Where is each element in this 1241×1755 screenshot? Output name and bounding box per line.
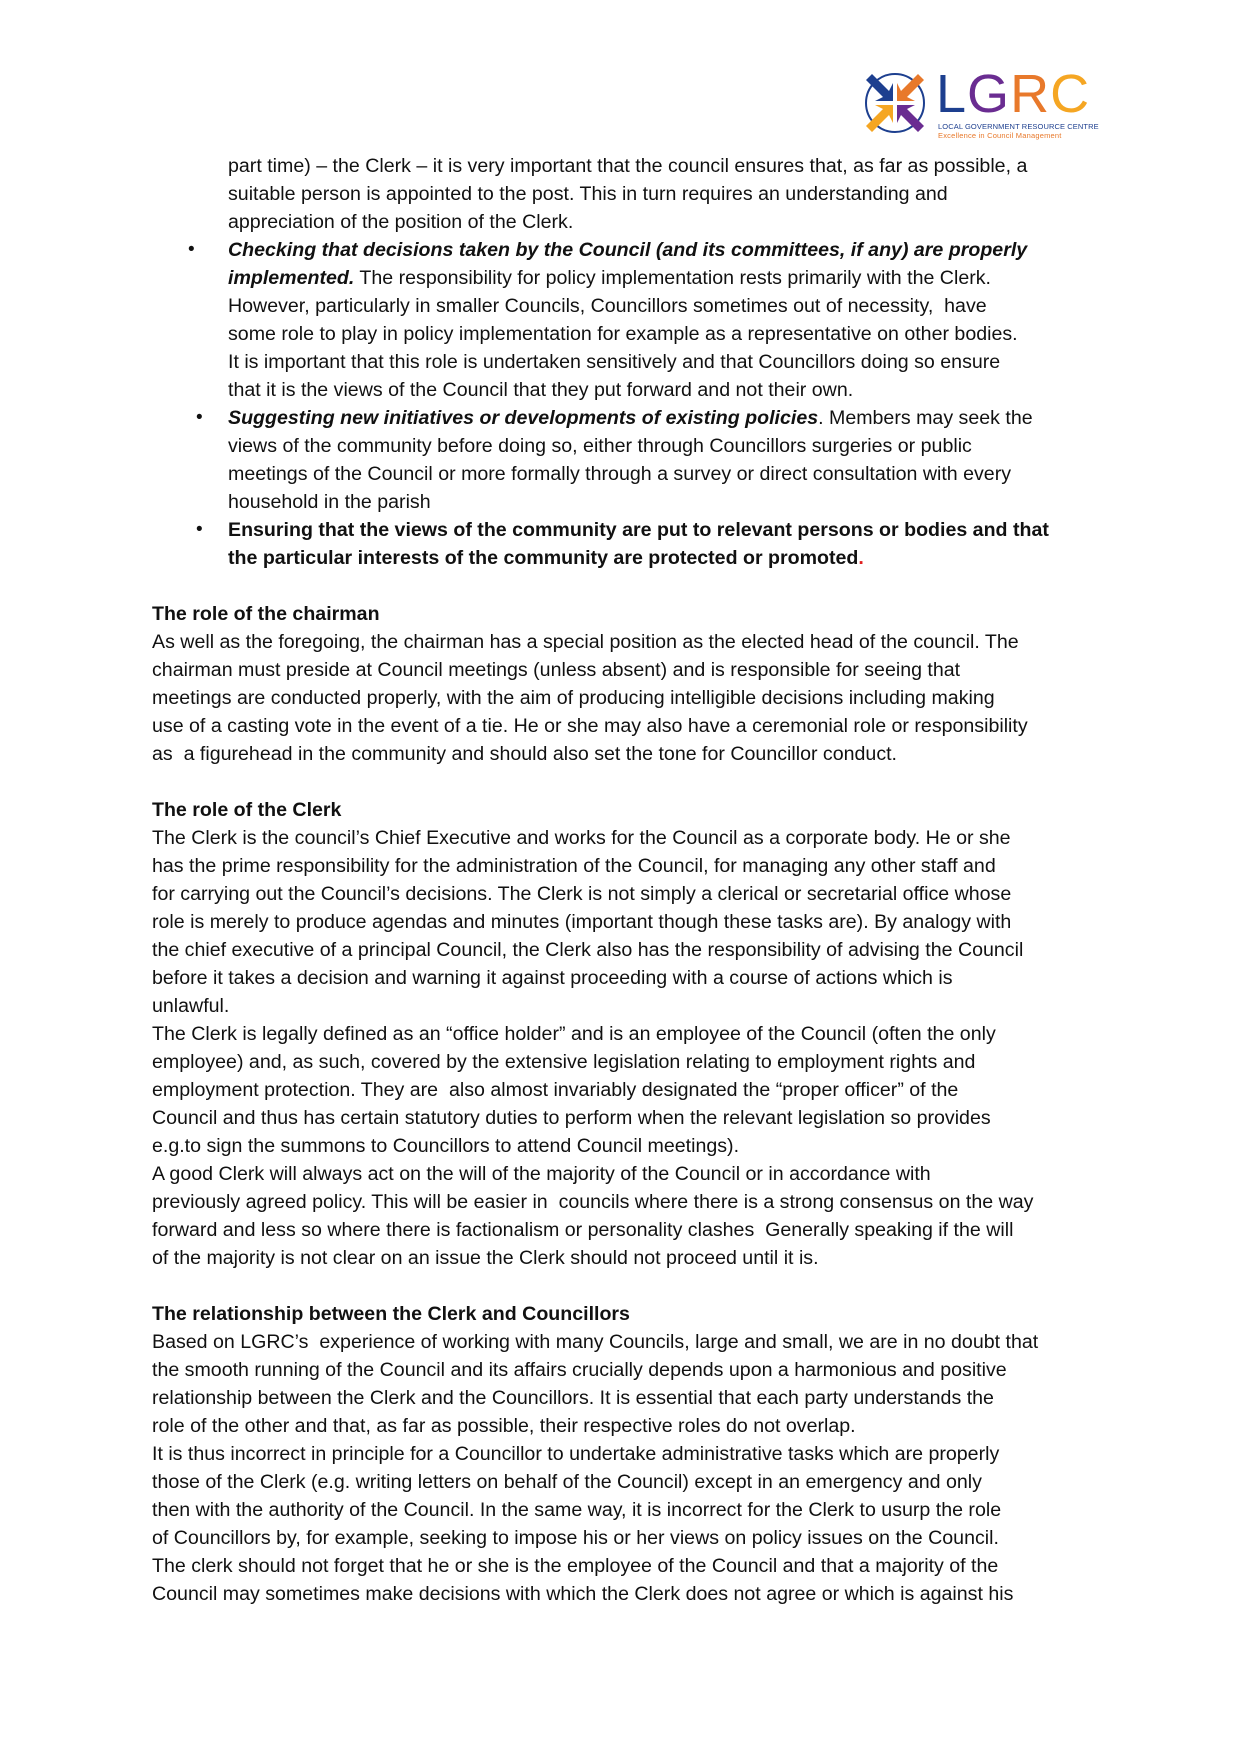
body-line: role is merely to produce agendas and minutes (important though these tasks are). By analogy with <box>152 911 1012 933</box>
body-line: unlawful. <box>152 995 230 1017</box>
body-line: of Councillors by, for example, seeking to impose his or her views on policy issues on the Council. <box>152 1527 999 1549</box>
body-line: some role to play in policy implementation for example as a representative on other bodies. <box>228 323 1018 345</box>
body-line: appreciation of the position of the Clerk. <box>228 211 574 233</box>
body-line: suitable person is appointed to the post. This in turn requires an understanding and <box>228 183 948 205</box>
lgrc-arrows-icon <box>862 70 928 136</box>
bullet-heading: Suggesting new initiatives or developments of existing policies <box>228 407 819 429</box>
body-line: the chief executive of a principal Council, the Clerk also has the responsibility of advising the Council <box>152 939 1024 961</box>
body-line: part time) – the Clerk – it is very important that the council ensures that, as far as possible, a <box>228 155 1028 177</box>
logo-letter-l: L <box>936 64 968 124</box>
bullet-icon: • <box>196 519 203 540</box>
body-text: The responsibility for policy implementation rests primarily with the Clerk. <box>354 267 991 289</box>
body-line <box>228 404 1033 432</box>
logo-wordmark <box>936 64 1090 124</box>
body-line <box>228 264 991 292</box>
logo-letter-r: R <box>1010 64 1051 124</box>
logo-tagline: Excellence in Council Management <box>938 131 1062 140</box>
body-line: e.g.to sign the summons to Councillors to attend Council meetings). <box>152 1135 740 1157</box>
body-line: previously agreed policy. This will be easier in councils where there is a strong consensus on the way <box>152 1191 1034 1213</box>
body-line: employment protection. They are also almost invariably designated the “proper officer” of the <box>152 1079 959 1101</box>
body-line: has the prime responsibility for the administration of the Council, for managing any other staff and <box>152 855 996 877</box>
lgrc-logo <box>862 64 1099 145</box>
bullet-heading-end: implemented. <box>228 267 355 289</box>
body-line: Based on LGRC’s experience of working with many Councils, large and small, we are in no doubt that <box>152 1331 1039 1353</box>
body-line: It is thus incorrect in principle for a Councillor to undertake administrative tasks which are properly <box>152 1443 1000 1465</box>
body-text: . Members may seek the <box>818 407 1033 429</box>
body-line: before it takes a decision and warning it against proceeding with a course of actions which is <box>152 967 953 989</box>
body-line: meetings of the Council or more formally through a survey or direct consultation with every <box>228 463 1012 485</box>
body-line: The Clerk is legally defined as an “office holder” and is an employee of the Council (often the only <box>152 1023 996 1045</box>
bullet-icon: • <box>196 407 203 428</box>
body-line: for carrying out the Council’s decisions. The Clerk is not simply a clerical or secretarial office whose <box>152 883 1012 905</box>
body-line: as a figurehead in the community and should also set the tone for Councillor conduct. <box>152 743 898 765</box>
body-line: those of the Clerk (e.g. writing letters on behalf of the Council) except in an emergency and only <box>152 1471 982 1493</box>
body-line: relationship between the Clerk and the Councillors. It is essential that each party understands the <box>152 1387 994 1409</box>
body-text: the particular interests of the community are protected or promoted <box>228 547 859 569</box>
bullet-bold-line <box>228 544 864 572</box>
logo-letter-g: G <box>967 64 1011 124</box>
body-line: The Clerk is the council’s Chief Executive and works for the Council as a corporate body. He or she <box>152 827 1011 849</box>
logo-subtitle: LOCAL GOVERNMENT RESOURCE CENTRE <box>938 122 1099 131</box>
body-line: of the majority is not clear on an issue the Clerk should not proceed until it is. <box>152 1247 819 1269</box>
body-line: household in the parish <box>228 491 431 513</box>
body-line: A good Clerk will always act on the will of the majority of the Council or in accordance with <box>152 1163 931 1185</box>
body-line: Council may sometimes make decisions with which the Clerk does not agree or which is against his <box>152 1583 1014 1605</box>
bullet-bold-line: Ensuring that the views of the community are put to relevant persons or bodies and that <box>228 519 1049 541</box>
body-line: forward and less so where there is factionalism or personality clashes Generally speaking if the will <box>152 1219 1014 1241</box>
body-line: views of the community before doing so, either through Councillors surgeries or public <box>228 435 972 457</box>
bullet-heading: Checking that decisions taken by the Council (and its committees, if any) are properly <box>228 239 1028 261</box>
body-line: It is important that this role is undertaken sensitively and that Councillors doing so ensure <box>228 351 1001 373</box>
section-heading: The relationship between the Clerk and Councillors <box>152 1303 630 1325</box>
body-line: use of a casting vote in the event of a tie. He or she may also have a ceremonial role or responsibility <box>152 715 1028 737</box>
body-line: meetings are conducted properly, with the aim of producing intelligible decisions including making <box>152 687 995 709</box>
red-period: . <box>858 547 864 569</box>
section-heading: The role of the Clerk <box>152 799 342 821</box>
section-heading: The role of the chairman <box>152 603 380 625</box>
body-line: As well as the foregoing, the chairman has a special position as the elected head of the council. The <box>152 631 1019 653</box>
body-line: Council and thus has certain statutory duties to perform when the relevant legislation so provides <box>152 1107 991 1129</box>
body-line: then with the authority of the Council. In the same way, it is incorrect for the Clerk to usurp the role <box>152 1499 1002 1521</box>
body-line: the smooth running of the Council and its affairs crucially depends upon a harmonious and positive <box>152 1359 1007 1381</box>
bullet-icon: • <box>188 239 195 260</box>
body-line: However, particularly in smaller Councils, Councillors sometimes out of necessity, have <box>228 295 987 317</box>
body-line: chairman must preside at Council meetings (unless absent) and is responsible for seeing that <box>152 659 961 681</box>
body-line: that it is the views of the Council that they put forward and not their own. <box>228 379 854 401</box>
body-line: role of the other and that, as far as possible, their respective roles do not overlap. <box>152 1415 856 1437</box>
logo-letter-c: C <box>1050 64 1091 124</box>
body-line: The clerk should not forget that he or she is the employee of the Council and that a majority of the <box>152 1555 999 1577</box>
body-line: employee) and, as such, covered by the extensive legislation relating to employment rights and <box>152 1051 976 1073</box>
